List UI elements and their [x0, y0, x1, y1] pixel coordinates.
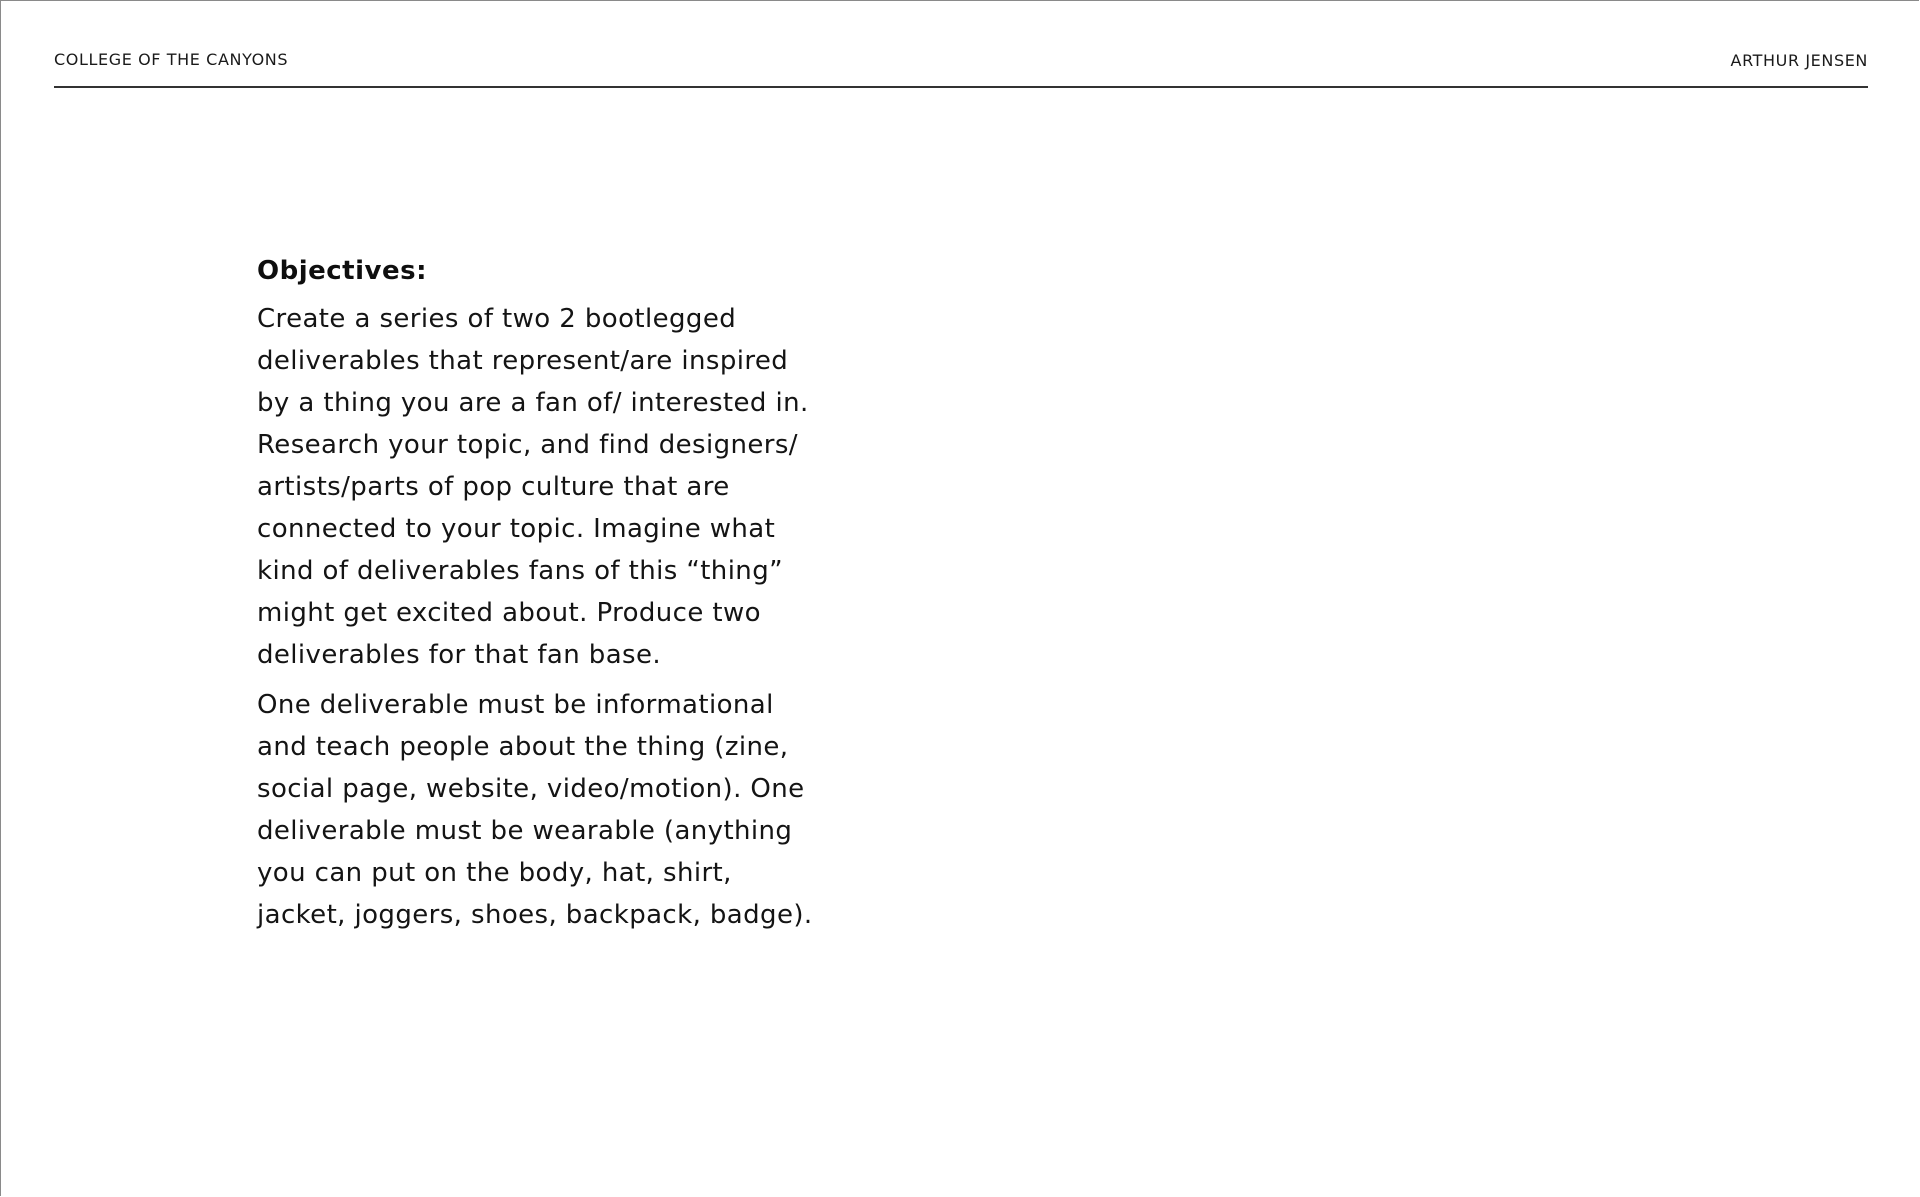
text-line: One deliverable must be informational: [257, 690, 774, 720]
text-line: Create a series of two 2 bootlegged: [257, 304, 737, 334]
text-line: you can put on the body, hat, shirt,: [257, 858, 732, 888]
objectives-section: [257, 252, 877, 944]
objectives-paragraph-2: [257, 684, 877, 936]
institution-name: COLLEGE OF THE CANYONS: [54, 50, 289, 69]
text-line: deliverable must be wearable (anything: [257, 816, 793, 846]
text-line: artists/parts of pop culture that are: [257, 472, 730, 502]
author-name: ARTHUR JENSEN: [1730, 51, 1868, 70]
objectives-paragraph-1: [257, 298, 877, 676]
text-line: by a thing you are a fan of/ interested in.: [257, 388, 809, 418]
text-line: jacket, joggers, shoes, backpack, badge).: [257, 900, 813, 930]
text-line: connected to your topic. Imagine what: [257, 514, 776, 544]
objectives-heading: Objectives:: [257, 256, 427, 286]
page-header: [54, 46, 1868, 86]
text-line: Research your topic, and find designers/: [257, 430, 798, 460]
text-line: social page, website, video/motion). One: [257, 774, 805, 804]
text-line: and teach people about the thing (zine,: [257, 732, 789, 762]
text-line: might get excited about. Produce two: [257, 598, 761, 628]
text-line: deliverables for that fan base.: [257, 640, 662, 670]
text-line: kind of deliverables fans of this “thing”: [257, 556, 783, 586]
header-divider: [54, 86, 1868, 88]
text-line: deliverables that represent/are inspired: [257, 346, 789, 376]
